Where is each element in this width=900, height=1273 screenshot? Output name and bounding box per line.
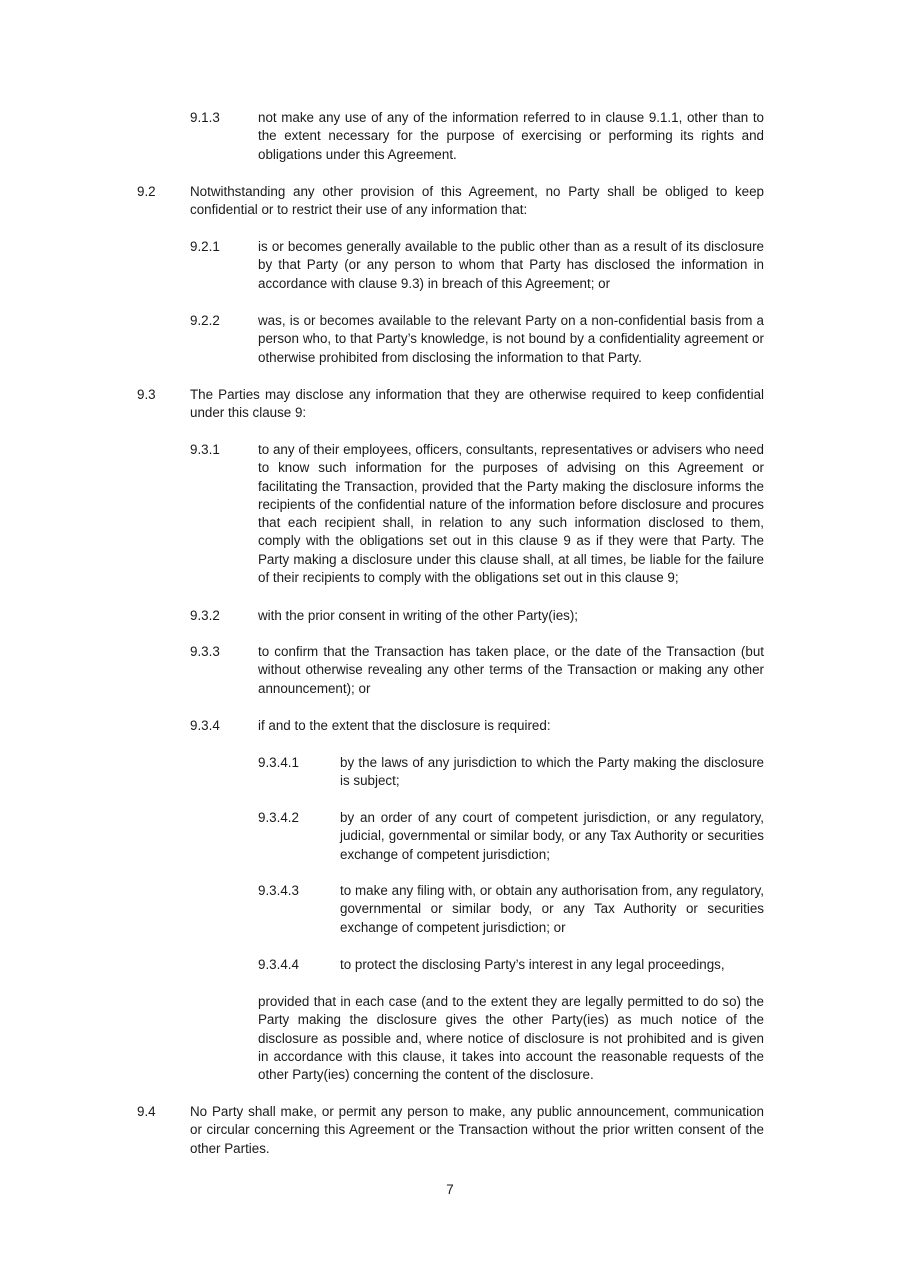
clause-number: 9.2.1 xyxy=(190,239,220,254)
clause-text: not make any use of any of the information referred to in clause 9.1.1, other than to the extent necessary for the purpose of exercising or performing its rights and obligations under this Agreement. xyxy=(258,110,764,162)
clause-number: 9.3.3 xyxy=(190,644,220,659)
clause-text: to protect the disclosing Party’s interest in any legal proceedings, xyxy=(340,957,725,972)
clause-text: by an order of any court of competent jurisdiction, or any regulatory, judicial, governmental or similar body, or any Tax Authority or securities exchange of competent jurisdiction; xyxy=(340,810,764,862)
clause-number: 9.3.4.3 xyxy=(258,883,299,898)
clause-text: by the laws of any jurisdiction to which the Party making the disclosure is subject; xyxy=(340,755,764,789)
clause-number: 9.1.3 xyxy=(190,110,220,125)
clause-text: if and to the extent that the disclosure is required: xyxy=(258,718,551,733)
page-number: 7 xyxy=(446,1182,454,1197)
clause-text: Notwithstanding any other provision of this Agreement, no Party shall be obliged to keep confidential or to restrict their use of any information that: xyxy=(190,184,764,218)
clause-text: was, is or becomes available to the relevant Party on a non-confidential basis from a person who, to that Party’s knowledge, is not bound by a confidentiality agreement or otherwise prohibited from disclosing the information to that Party. xyxy=(258,313,764,365)
clause-number: 9.2 xyxy=(137,184,156,199)
clause-text: to make any filing with, or obtain any authorisation from, any regulatory, governmental or similar body, or any Tax Authority or securities exchange of competent jurisdiction; or xyxy=(340,883,764,935)
clause-number: 9.3.2 xyxy=(190,608,220,623)
clause-text: No Party shall make, or permit any person to make, any public announcement, communication or circular concerning this Agreement or the Transaction without the prior written consent of the other Parties. xyxy=(190,1104,764,1156)
clause-text: The Parties may disclose any information that they are otherwise required to keep confidential under this clause 9: xyxy=(190,387,764,421)
clause-text: is or becomes generally available to the public other than as a result of its disclosure by that Party (or any person to whom that Party has disclosed the information in accordance with clause 9.3) in breach of this Agreement; or xyxy=(258,239,764,291)
clause-number: 9.3.4.1 xyxy=(258,755,299,770)
clause-number: 9.3.1 xyxy=(190,442,220,457)
clause-number: 9.3.4 xyxy=(190,718,220,733)
clause-number: 9.3.4.2 xyxy=(258,810,299,825)
clause-number: 9.4 xyxy=(137,1104,156,1119)
clause-number: 9.3.4.4 xyxy=(258,957,299,972)
clause-text: with the prior consent in writing of the other Party(ies); xyxy=(258,608,579,623)
clause-number: 9.3 xyxy=(137,387,156,402)
clause-number: 9.2.2 xyxy=(190,313,220,328)
proviso-paragraph: provided that in each case (and to the extent they are legally permitted to do so) the Party making the disclosure gives the other Party(ies) as much notice of the disclosure as possible and, where notice of disclosure is not prohibited and is given in accordance with this clause, it takes into account the reasonable requests of the other Party(ies) concerning the content of the disclosure. xyxy=(258,994,764,1083)
clause-text: to confirm that the Transaction has taken place, or the date of the Transaction (but without otherwise revealing any other terms of the Transaction or making any other announcement); or xyxy=(258,644,764,696)
clause-text: to any of their employees, officers, consultants, representatives or advisers who need to know such information for the purposes of advising on this Agreement or facilitating the Transaction, provided that the Party making the disclosure informs the recipients of the confidential nature of the information before disclosure and procures that each recipient shall, in relation to any such information disclosed to them, comply with the obligations set out in this clause 9 as if they were that Party. The Party making a disclosure under this clause shall, at all times, be liable for the failure of their recipients to comply with the obligations set out in this clause 9; xyxy=(258,442,764,586)
